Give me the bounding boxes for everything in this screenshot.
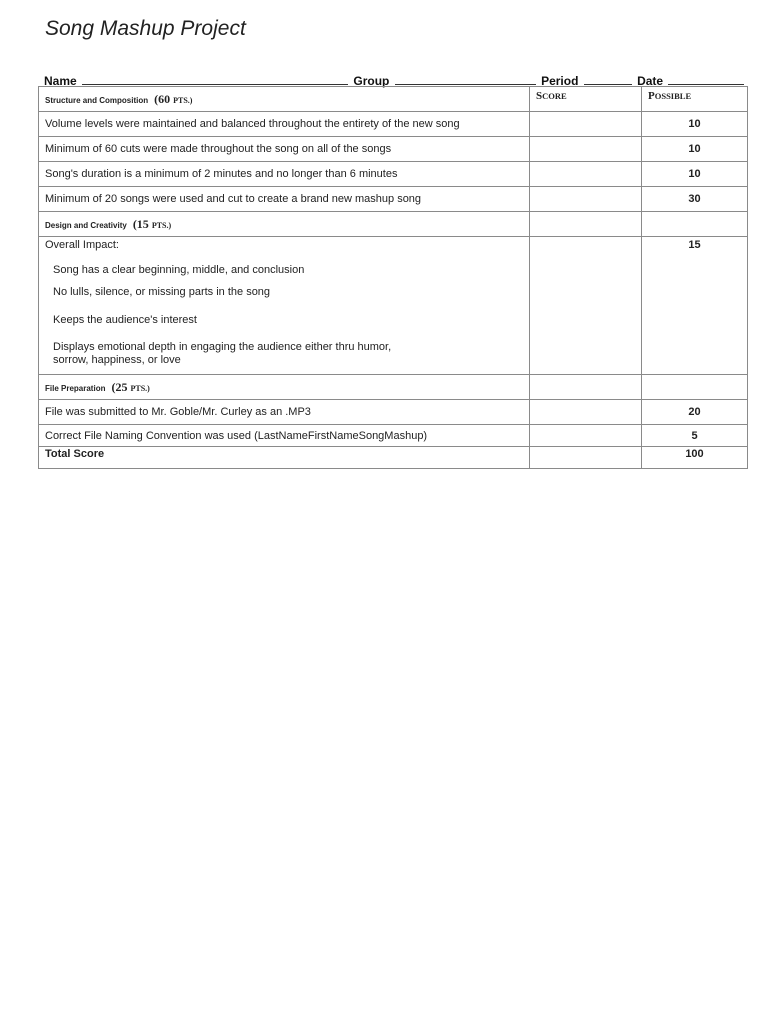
table-row [39, 137, 748, 162]
section-points-word: PTS.) [151, 220, 172, 230]
score-header-cap: S [536, 90, 543, 102]
section-title-cell [39, 375, 530, 400]
possible-cell: 10 [642, 137, 748, 162]
table-row [39, 162, 748, 187]
overall-impact-label: Overall Impact: [45, 239, 119, 251]
section-points [111, 380, 149, 394]
table-row [39, 425, 748, 447]
section-points-num: (25 [111, 379, 128, 394]
document-title: Song Mashup Project [45, 17, 246, 40]
possible-cell: 30 [642, 187, 748, 212]
criterion-cell: Minimum of 20 songs were used and cut to create a brand new mashup song [39, 187, 530, 212]
score-cell [530, 375, 642, 400]
list-item: Keeps the audience's interest [53, 314, 197, 326]
criterion-cell: Minimum of 60 cuts were made throughout the song on all of the songs [39, 137, 530, 162]
section-header-row [39, 87, 748, 112]
score-cell[interactable] [530, 162, 642, 187]
section-points-word: PTS.) [173, 95, 193, 105]
list-item-continued: sorrow, happiness, or love [53, 354, 181, 366]
score-cell[interactable] [530, 187, 642, 212]
section-header-row [39, 375, 748, 400]
total-score-cell[interactable] [530, 447, 642, 469]
possible-cell [642, 375, 748, 400]
score-cell [530, 212, 642, 237]
criterion-cell: Volume levels were maintained and balanced throughout the entirety of the new song [39, 112, 530, 137]
period-blank [584, 74, 632, 85]
list-item: Song has a clear beginning, middle, and conclusion [53, 264, 305, 276]
list-item: No lulls, silence, or missing parts in the song [53, 286, 271, 298]
criterion-cell: Song's duration is a minimum of 2 minutes and no longer than 6 minutes [39, 162, 530, 187]
possible-cell: 15 [642, 237, 748, 375]
period-label: Period [541, 74, 579, 88]
total-possible-cell: 100 [642, 447, 748, 469]
criterion-cell: File was submitted to Mr. Goble/Mr. Curley as an .MP3 [39, 400, 530, 425]
possible-header [648, 90, 691, 102]
table-row [39, 112, 748, 137]
section-points [154, 92, 192, 106]
table-row [39, 400, 748, 425]
score-column-header [530, 87, 642, 112]
rubric-table [38, 86, 748, 469]
section-points-word: PTS.) [130, 383, 150, 393]
possible-cell: 10 [642, 162, 748, 187]
possible-cell: 5 [642, 425, 748, 447]
score-cell[interactable] [530, 112, 642, 137]
possible-cell [642, 212, 748, 237]
section-title-cell [39, 87, 530, 112]
section-points-num: (60 [154, 91, 171, 106]
possible-header-cap: P [648, 90, 655, 102]
score-cell[interactable] [530, 137, 642, 162]
possible-header-rest: OSSIBLE [654, 91, 692, 101]
date-blank [668, 74, 744, 85]
score-header-rest: CORE [542, 91, 567, 101]
possible-cell: 10 [642, 112, 748, 137]
section-title: File Preparation [45, 383, 106, 393]
section-points-num: (15 [132, 216, 149, 231]
name-blank [82, 74, 348, 85]
section-header-row [39, 212, 748, 237]
section-title: Structure and Composition [45, 95, 149, 105]
date-label: Date [637, 74, 664, 88]
possible-cell: 20 [642, 400, 748, 425]
score-cell[interactable] [530, 425, 642, 447]
name-label: Name [44, 74, 77, 88]
criterion-cell: Correct File Naming Convention was used (LastNameFirstNameSongMashup) [39, 425, 530, 447]
criterion-cell [39, 237, 530, 375]
score-cell[interactable] [530, 237, 642, 375]
score-cell[interactable] [530, 400, 642, 425]
table-row [39, 187, 748, 212]
section-title: Design and Creativity [45, 220, 127, 230]
table-row [39, 237, 748, 375]
section-points [133, 217, 171, 231]
total-label: Total Score [39, 447, 530, 469]
total-row [39, 447, 748, 469]
score-header [536, 90, 567, 102]
section-title-cell [39, 212, 530, 237]
possible-column-header [642, 87, 748, 112]
group-label: Group [353, 74, 390, 88]
group-blank [395, 74, 536, 85]
list-item: Displays emotional depth in engaging the audience either thru humor, [53, 341, 392, 353]
